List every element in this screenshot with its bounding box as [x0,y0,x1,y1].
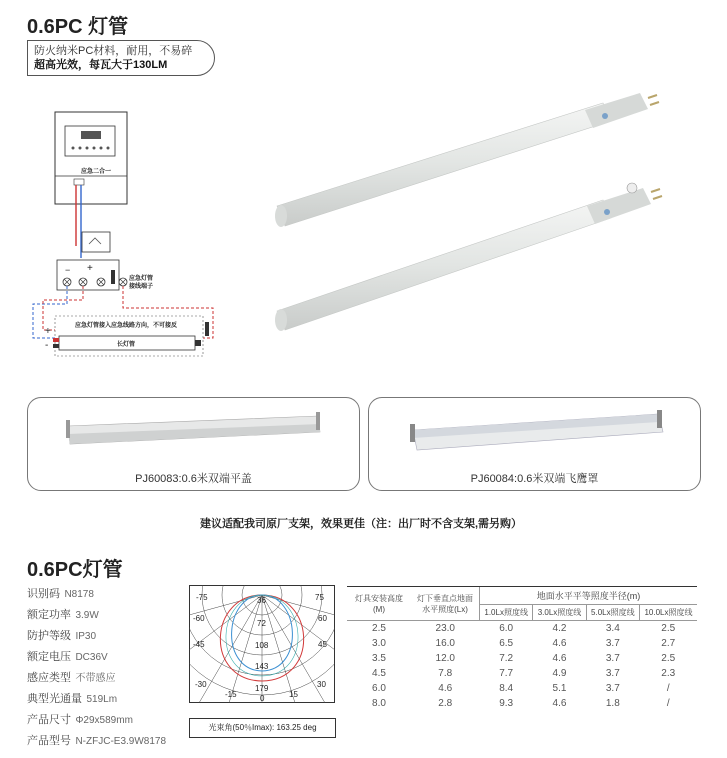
side-label-1: 应急灯管 [129,276,154,282]
table-cell: 3.7 [605,683,620,694]
table-cell: 3.0 [372,638,386,649]
table-cell: 8.4 [499,683,514,694]
table-cell: 8.0 [372,698,386,709]
table-cell: 2.7 [661,638,676,649]
table-cell: 2.5 [661,623,676,634]
driver-label: 应急灯管接入应急线路方向，不可接反 [75,323,178,329]
angle-label: 60 [318,614,327,623]
plus-sign: + [87,263,93,274]
beam-angle-caption: 光束角(50％Imax): 163.25 deg [189,718,336,738]
table-cell: 3.7 [605,653,620,664]
table-cell: 4.6 [552,653,567,664]
section-title: 0.6PC灯管 [27,559,123,581]
svg-text:−: − [65,265,71,275]
angle-label: -45 [193,640,205,649]
table-cell: 16.0 [435,638,455,649]
page-title: 0.6PC 灯管 [27,16,129,38]
table-cell: 4.6 [552,698,567,709]
lux-table [347,587,697,711]
spec-row: 感应类型 不带感应 [27,672,116,684]
col-header: 灯具安装高度(M) [347,587,411,621]
col-header: 灯下垂直点地面水平照度(Lx) [411,587,480,621]
table-cell: 6.0 [499,623,514,634]
table-row [347,636,697,651]
table-cell: 4.2 [552,623,567,634]
angle-label: 0 [260,694,265,703]
fixture-card-2 [368,397,701,491]
table-cell: 2.5 [661,653,676,664]
table-cell: 12.0 [435,653,455,664]
table-cell: 6.5 [499,638,514,649]
table-row [347,651,697,666]
fixture-image-2 [407,408,667,452]
angle-label: -30 [195,680,207,689]
sub-header: 10.0Lx照度线 [639,605,697,621]
fixture-image-1 [64,412,324,448]
svg-text:+: + [45,326,51,337]
table-cell: 3.4 [605,623,620,634]
side-label-2: 接线端子 [129,284,154,290]
angle-label: 75 [315,593,324,602]
angle-label: -15 [225,690,237,699]
fixture-caption-2: PJ60084:0.6米双端飞鹰罩 [470,473,599,485]
spec-row: 额定电压 DC36V [27,651,108,663]
table-cell: 4.6 [438,683,453,694]
table-cell: 2.5 [372,623,386,634]
table-cell: 4.6 [552,638,567,649]
table-cell: 23.0 [435,623,455,634]
sub-header: 5.0Lx照度线 [586,605,639,621]
display-icon [81,131,101,139]
polar-diagram [189,585,335,703]
angle-label: 45 [318,640,327,649]
tube-images [265,88,665,338]
spec-row: 产品型号 N-ZFJC-E3.9W8178 [27,735,167,747]
bracket-note: 建议适配我司原厂支架，效果更佳（注：出厂时不含支架,需另购） [200,518,523,530]
intro-box [27,40,215,76]
spec-row: 识别码 N8178 [27,588,94,600]
table-cell: 2.3 [661,668,676,679]
fixture-caption-1: PJ60083:0.6米双端平盖 [135,473,252,485]
ring-label: 72 [257,619,266,628]
ring-label: 36 [257,596,266,605]
table-cell: 3.7 [605,668,620,679]
spec-row: 额定功率 3.9W [27,609,99,621]
table-cell: 9.3 [499,698,514,709]
table-cell: 7.2 [499,653,514,664]
table-cell: 3.5 [372,653,386,664]
table-cell: 4.5 [372,668,386,679]
table-cell: 3.7 [605,638,620,649]
intro-line-2: 超高光效，每瓦大于130LM [34,59,168,71]
intro-line-1: 防火纳米PC材料，耐用，不易碎 [34,45,193,57]
table-cell: 4.9 [552,668,567,679]
table-cell: / [666,683,670,694]
ring-label: 143 [255,662,269,671]
tube-label: 长灯管 [117,342,136,348]
table-row [347,666,697,681]
wiring-diagram [25,108,235,360]
table-cell: 1.8 [605,698,620,709]
table-cell: 6.0 [372,683,386,694]
control-panel [65,126,115,156]
lux-table-wrap [347,586,697,711]
fixture-card-1 [27,397,360,491]
table-cell: 7.7 [499,668,514,679]
table-row [347,681,697,696]
sub-header: 3.0Lx照度线 [533,605,586,621]
ring-label: 179 [255,684,269,693]
angle-label: 15 [289,690,298,699]
minus-sign: - [45,340,49,351]
table-row [347,621,697,637]
angle-label: -60 [193,614,205,623]
spec-row: 产品尺寸 Φ29x589mm [27,714,133,726]
spec-list [27,584,187,752]
table-cell: 5.1 [552,683,567,694]
table-cell: 7.8 [438,668,453,679]
group-header: 地面水平平等照度半径(m) [480,587,698,605]
angle-label: -75 [196,593,208,602]
spec-row: 典型光通量 519Lm [27,693,118,705]
box-label: 应急二合一 [81,169,112,175]
ring-label: 108 [255,641,269,650]
table-cell: / [666,698,670,709]
angle-label: 30 [317,680,326,689]
table-cell: 2.8 [438,698,453,709]
spec-row: 防护等级 IP30 [27,630,97,642]
table-row [347,696,697,711]
sub-header: 1.0Lx照度线 [480,605,533,621]
